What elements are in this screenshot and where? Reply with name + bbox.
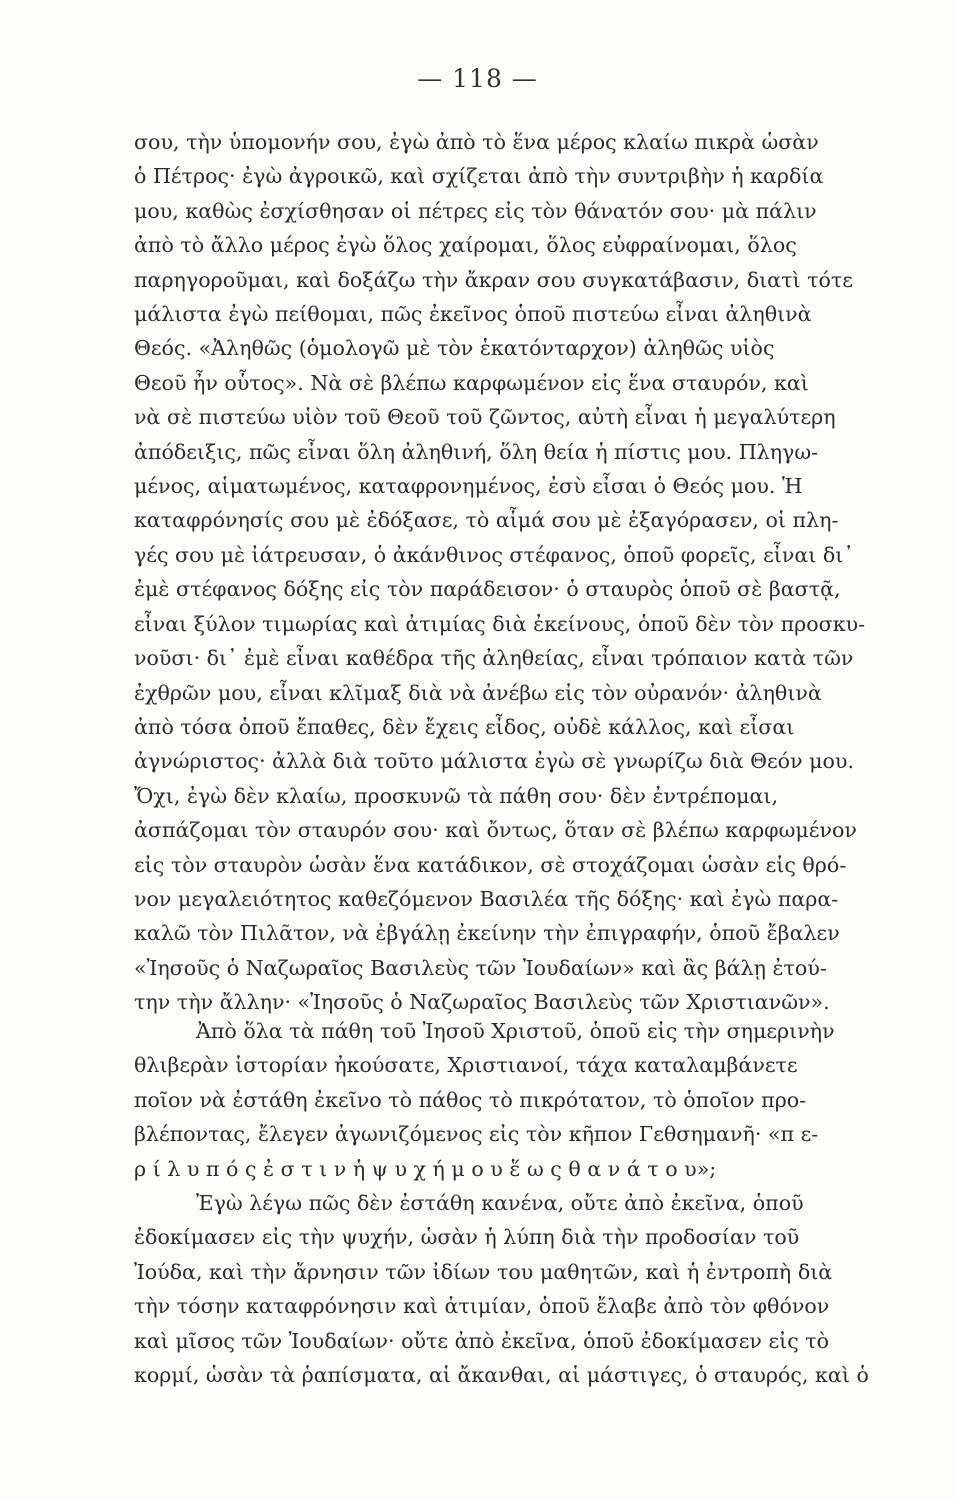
text-line: καὶ μῖσος τῶν Ἰουδαίων· οὔτε ἀπὸ ἐκεῖνα, ὁποῦ ἐδοκίμασεν εἰς τὸ xyxy=(134,1328,830,1353)
text-line: θλιβερὰν ἱστορίαν ἠκούσατε, Χριστιανοί, τάχα καταλαμβάνετε xyxy=(134,1053,798,1078)
text-line: ἀπὸ τόσα ὁποῦ ἔπαθες, δὲν ἔχεις εἶδος, οὐδὲ κάλλος, καὶ εἶσαι xyxy=(134,714,795,739)
paragraph-2 xyxy=(134,1014,906,1392)
text-line: ἐχθρῶν μου, εἶναι κλῖμαξ διὰ νὰ ἀνέβω εἰς τὸν οὐρανόν· ἀληθινὰ xyxy=(134,680,822,705)
text-line: τὴν τόσην καταφρόνησιν καὶ ἀτιμίαν, ὁποῦ ἔλαβε ἀπὸ τὸν φθόνον xyxy=(134,1294,830,1319)
text-line: την τὴν ἄλλην· «Ἰησοῦς ὁ Ναζωραῖος Βασιλεὺς τῶν Χριστιανῶν». xyxy=(134,990,830,1015)
text-line: Θεοῦ ἦν οὗτος». Νὰ σὲ βλέπω καρφωμένον εἰς ἕνα σταυρόν, καὶ xyxy=(134,370,809,395)
text-line: εἰς τὸν σταυρὸν ὡσὰν ἕνα κατάδικον, σὲ στοχάζομαι ὡσὰν εἰς θρό- xyxy=(134,852,847,877)
text-line: ὁ Πέτρος· ἐγὼ ἀγροικῶ, καὶ σχίζεται ἀπὸ τὴν συντριβὴν ἡ καρδία xyxy=(134,164,824,189)
text-line: μένος, αἱματωμένος, καταφρονημένος, ἐσὺ εἶσαι ὁ Θεός μου. Ἡ xyxy=(134,474,803,499)
text-line: Ἀπὸ ὅλα τὰ πάθη τοῦ Ἰησοῦ Χριστοῦ, ὁποῦ εἰς τὴν σημερινὴν xyxy=(196,1019,835,1043)
page-number: — 118 — xyxy=(417,64,538,93)
text-line: νὰ σὲ πιστεύω υἱὸν τοῦ Θεοῦ τοῦ ζῶντος, αὐτὴ εἶναι ἡ μεγαλύτερη xyxy=(134,405,836,430)
text-line: ἀσπάζομαι τὸν σταυρόν σου· καὶ ὄντως, ὅταν σὲ βλέπω καρφωμένον xyxy=(134,818,857,843)
text-line: Ὄχι, ἐγὼ δὲν κλαίω, προσκυνῶ τὰ πάθη σου· δὲν ἐντρέπομαι, xyxy=(134,783,779,808)
text-line: Θεός. «Ἀληθῶς (ὁμολογῶ μὲ τὸν ἑκατόνταρχον) ἀληθῶς υἱὸς xyxy=(134,336,775,361)
text-line: ἀγνώριστος· ἀλλὰ διὰ τοῦτο μάλιστα ἐγὼ σὲ γνωρίζω διὰ Θεόν μου. xyxy=(134,749,854,774)
text-line: ποῖον νὰ ἐστάθη ἐκεῖνο τὸ πάθος τὸ πικρότατον, τὸ ὁποῖον προ- xyxy=(134,1087,807,1112)
text-line: μάλιστα ἐγὼ πείθομαι, πῶς ἐκεῖνος ὁποῦ πιστεύω εἶναι ἀληθινὰ xyxy=(134,302,812,327)
text-line: ἐμὲ στέφανος δόξης εἰς τὸν παράδεισον· ὁ σταυρὸς ὁποῦ σὲ βαστᾷ, xyxy=(134,577,841,602)
text-line: βλέποντας, ἔλεγεν ἀγωνιζόμενος εἰς τὸν κῆπον Γεθσημανῆ· «π ε- xyxy=(134,1122,819,1147)
text-line: ἀπὸ τὸ ἄλλο μέρος ἐγὼ ὅλος χαίρομαι, ὅλος εὐφραίνομαι, ὅλος xyxy=(134,233,797,258)
text-line: παρηγοροῦμαι, καὶ δοξάζω τὴν ἄκραν σου συγκατάβασιν, διατὶ τότε xyxy=(134,267,853,292)
text-line: νοῦσι· δι᾽ ἐμὲ εἶναι καθέδρα τῆς ἀληθείας, εἶναι τρόπαιον κατὰ τῶν xyxy=(134,646,854,671)
text-line: εἶναι ξύλον τιμωρίας καὶ ἀτιμίας διὰ ἐκείνους, ὁποῦ δὲν τὸν προσκυ- xyxy=(134,611,866,636)
text-line: μου, καθὼς ἐσχίσθησαν οἱ πέτρες εἰς τὸν θάνατόν σου· μὰ πάλιν xyxy=(134,198,817,223)
text-line: Ἰούδα, καὶ τὴν ἄρνησιν τῶν ἰδίων του μαθητῶν, καὶ ἡ ἐντροπὴ διὰ xyxy=(134,1259,833,1284)
text-line: «Ἰησοῦς ὁ Ναζωραῖος Βασιλεὺς τῶν Ἰουδαίων» καὶ ἂς βάλῃ ἐτού- xyxy=(134,955,827,980)
text-line: σου, τὴν ὑπομονήν σου, ἐγὼ ἀπὸ τὸ ἕνα μέρος κλαίω πικρὰ ὡσὰν xyxy=(134,130,819,154)
text-line: κορμί, ὡσὰν τὰ ῥαπίσματα, αἱ ἄκανθαι, αἱ μάστιγες, ὁ σταυρός, καὶ ὁ xyxy=(134,1363,869,1388)
text-line: γές σου μὲ ἰάτρευσαν, ὁ ἀκάνθινος στέφανος, ὁποῦ φορεῖς, εἶναι δι᾽ xyxy=(134,542,854,567)
text-line: ἀπόδειξις, πῶς εἶναι ὅλη ἀληθινή, ὅλη θεία ἡ πίστις μου. Πληγω- xyxy=(134,439,819,464)
paragraph-1 xyxy=(134,125,906,1020)
spaced-quote-line: ρ ί λ υ π ό ς ἐ σ τ ι ν ἡ ψ υ χ ή μ ο υ ἕ ω ς θ α ν ά τ ο υ»; xyxy=(134,1156,717,1181)
text-line: ἐδοκίμασεν εἰς τὴν ψυχήν, ὡσὰν ἡ λύπη διὰ τὴν προδοσίαν τοῦ xyxy=(134,1225,800,1250)
text-line: νον μεγαλειότητος καθεζόμενον Βασιλέα τῆς δόξης· καὶ ἐγὼ παρα- xyxy=(134,886,839,911)
text-line: Ἐγὼ λέγω πῶς δὲν ἐστάθη κανένα, οὔτε ἀπὸ ἐκεῖνα, ὁποῦ xyxy=(196,1191,804,1216)
text-line: καταφρόνησίς σου μὲ ἐδόξασε, τὸ αἷμά σου μὲ ἐξαγόρασεν, οἱ πλη- xyxy=(134,508,839,533)
text-line: καλῶ τὸν Πιλᾶτον, νὰ ἐβγάλῃ ἐκείνην τὴν ἐπιγραφήν, ὁποῦ ἔβαλεν xyxy=(134,921,840,946)
